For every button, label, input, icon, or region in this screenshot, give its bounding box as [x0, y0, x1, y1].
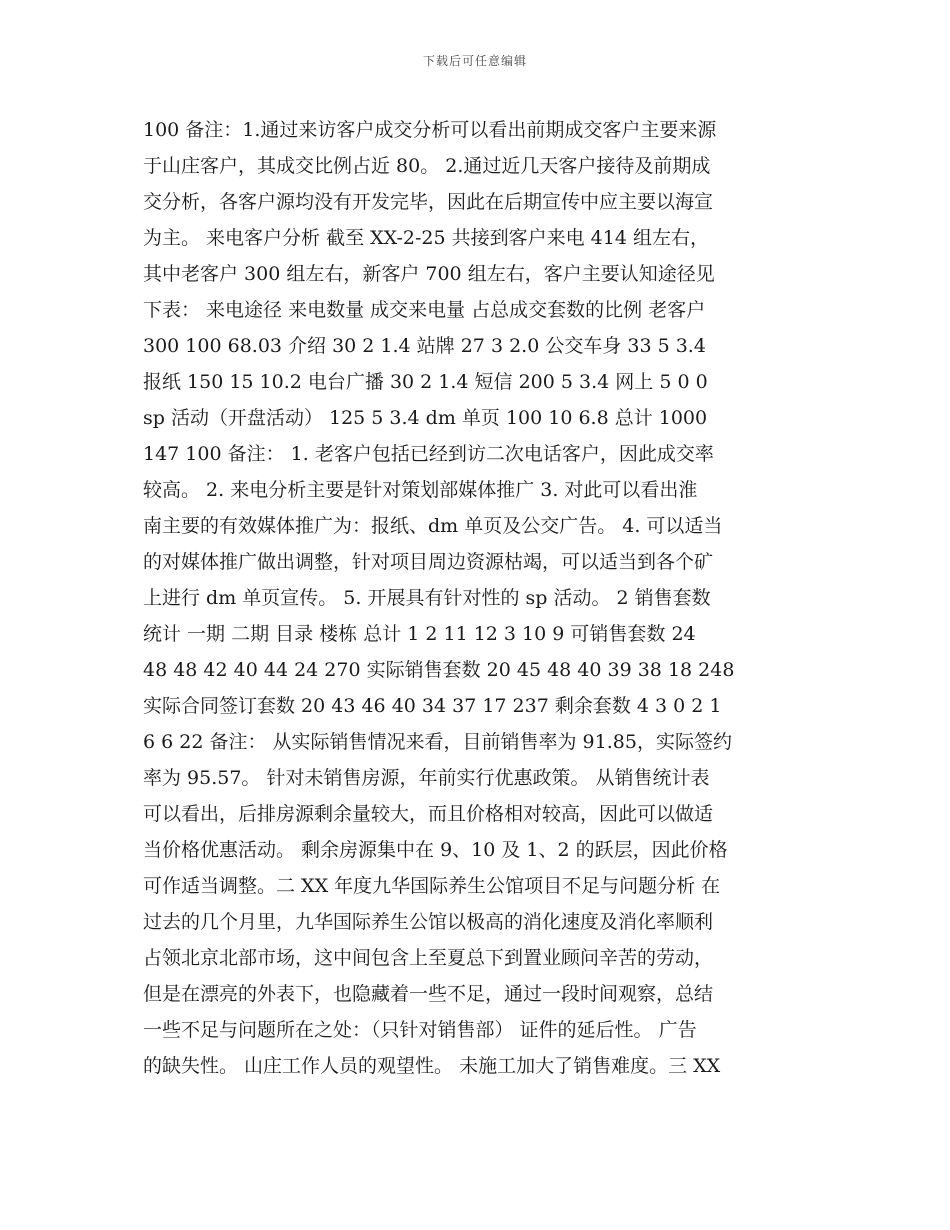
text-line: 300 100 68.03 介绍 30 2 1.4 站牌 27 3 2.0 公交车身 33 5 3.4 — [143, 335, 706, 357]
text-line: 较高。 2. 来电分析主要是针对策划部媒体推广 3. 对此可以看出淮 — [143, 479, 698, 501]
text-line: 统计 一期 二期 目录 楼栋 总计 1 2 11 12 3 10 9 可销售套数 24 — [143, 623, 696, 645]
text-line: 上进行 dm 单页宣传。 5. 开展具有针对性的 sp 活动。 2 销售套数 — [143, 587, 711, 609]
text-line: 下表： 来电途径 来电数量 成交来电量 占总成交套数的比例 老客户 — [143, 299, 706, 321]
text-line: 其中老客户 300 组左右，新客户 700 组左右，客户主要认知途径见 — [143, 263, 715, 285]
document-body — [143, 112, 807, 1084]
text-line: 交分析，各客户源均没有开发完毕，因此在后期宣传中应主要以海宣 — [143, 191, 714, 213]
text-line: 但是在漂亮的外表下，也隐藏着一些不足，通过一段时间观察，总结 — [143, 983, 714, 1005]
text-line: 147 100 备注： 1. 老客户包括已经到访二次电话客户，因此成交率 — [143, 443, 714, 465]
text-line: 实际合同签订套数 20 43 46 40 34 37 17 237 剩余套数 4 3 0 2 1 — [143, 695, 722, 717]
text-line: 可以看出，后排房源剩余量较大，而且价格相对较高，因此可以做适 — [143, 803, 714, 825]
text-line: 率为 95.57。 针对未销售房源，年前实行优惠政策。 从销售统计表 — [143, 767, 710, 789]
text-line: 一些不足与问题所在之处：（只针对销售部） 证件的延后性。 广告 — [143, 1019, 697, 1041]
text-line: 报纸 150 15 10.2 电台广播 30 2 1.4 短信 200 5 3.4 网上 5 0 0 — [143, 371, 708, 393]
text-line: 可作适当调整。二 XX 年度九华国际养生公馆项目不足与问题分析 在 — [143, 875, 721, 897]
text-line: 于山庄客户，其成交比例占近 80。 2.通过近几天客户接待及前期成 — [143, 155, 711, 177]
text-line: sp 活动（开盘活动） 125 5 3.4 dm 单页 100 10 6.8 总计 1000 — [143, 407, 708, 429]
page-header: 下载后可任意编辑 — [422, 54, 527, 68]
text-line: 为主。 来电客户分析 截至 XX-2-25 共接到客户来电 414 组左右， — [143, 227, 709, 249]
text-line: 南主要的有效媒体推广为：报纸、dm 单页及公交广告。 4. 可以适当 — [143, 515, 723, 537]
text-line: 100 备注：1.通过来访客户成交分析可以看出前期成交客户主要来源 — [143, 119, 717, 141]
text-line: 占领北京北部市场，这中间包含上至夏总下到置业顾问辛苦的劳动， — [143, 947, 714, 969]
text-line: 6 6 22 备注： 从实际销售情况来看，目前销售率为 91.85，实际签约 — [143, 731, 732, 753]
text-line: 的缺失性。 山庄工作人员的观望性。 未施工加大了销售难度。三 XX — [143, 1055, 721, 1077]
text-line: 当价格优惠活动。 剩余房源集中在 9、10 及 1、2 的跃层，因此价格 — [143, 839, 728, 861]
text-line: 48 48 42 40 44 24 270 实际销售套数 20 45 48 40 39 38 18 248 — [143, 659, 735, 681]
text-line: 的对媒体推广做出调整，针对项目周边资源枯竭，可以适当到各个矿 — [143, 551, 714, 573]
text-line: 过去的几个月里，九华国际养生公馆以极高的消化速度及消化率顺利 — [143, 911, 714, 933]
